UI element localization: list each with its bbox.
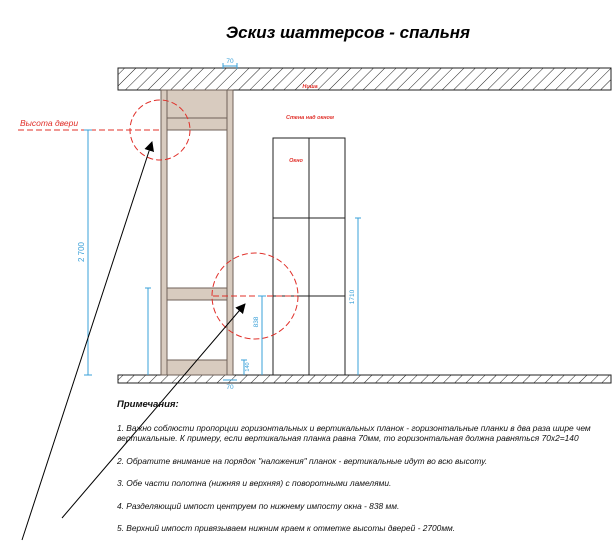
notes-section	[117, 400, 607, 546]
shutter-frame	[161, 90, 233, 375]
dimension-lower-panel	[145, 288, 151, 375]
dimension-mid-impost-value: 838	[253, 316, 260, 328]
dimension-bottom-plank-value: 70	[226, 384, 234, 391]
window	[273, 138, 345, 375]
dimension-mid-impost	[258, 296, 266, 375]
note-item-5: 5. Верхний импост привязываем нижним краем к отметке высоты дверей - 2700мм.	[117, 523, 456, 533]
wall-above-window-label: Стена над окном	[286, 115, 334, 121]
sketch-title: Эскиз шаттерсов - спальня	[225, 23, 471, 42]
dimension-window-height-value: 1710	[349, 289, 356, 305]
note-item-4: 4. Разделяющий импост центруем по нижнему импосту окна - 838 мм.	[117, 500, 400, 511]
note-item-3: 3. Обе части полотна (нижняя и верхняя) с поворотными ламелями.	[117, 478, 392, 488]
dimension-top-plank-value: 70	[226, 58, 234, 65]
ceiling-slab	[118, 68, 611, 90]
left-stile	[161, 90, 167, 375]
door-height-label: Высота двери	[20, 118, 79, 128]
note-item-2: 2. Обратите внимание на порядок "наложения" планок - вертикальные идут во всю высоту.	[117, 455, 488, 466]
floor-slab	[118, 375, 611, 383]
bottom-rail	[167, 360, 227, 375]
dimension-door-height-value: 2 700	[77, 241, 86, 263]
notes-heading: Примечания:	[117, 399, 179, 410]
niche-label: Ниша	[302, 84, 318, 90]
middle-impost	[167, 288, 227, 300]
dimension-bottom-rail-value: 140	[245, 362, 251, 372]
upper-impost	[167, 118, 227, 130]
note-item-1: 1. Важно соблюсти пропорции горизонтальных и вертикальных планок - горизонтальные планки в два раза шире чем вертикальные. К примеру, если вертикальная планка равна 70мм, то горизонтальная должна равняться 70х2=140	[117, 422, 591, 443]
window-label: Окно	[289, 158, 303, 164]
